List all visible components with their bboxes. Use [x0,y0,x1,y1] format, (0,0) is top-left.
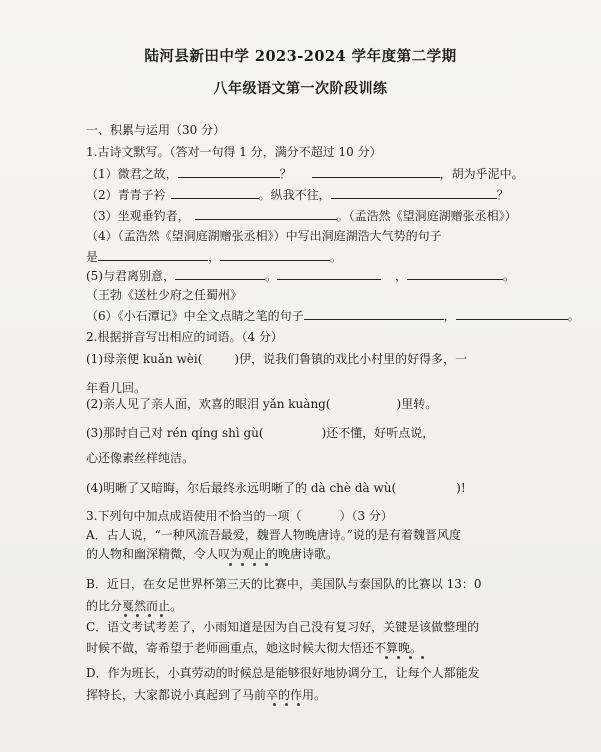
q2-stem: 2.根据拼音写出相应的词语。（4 分） [86,330,283,344]
q1-line-5: (5)与君离别意， 。 ， 。 [86,269,516,283]
q2-item-1-cont: 年看几回。 [86,381,147,395]
q3-option-d-cont: 挥特长，大家都说小真起到了马前卒的作用。 [86,688,327,702]
q2-item-3-cont: 心还像素丝样纯洁。 [86,451,195,465]
answer-blank[interactable] [312,166,440,178]
section-heading: 一、积累与运用（30 分） [86,123,226,137]
answer-blank[interactable] [407,268,503,280]
q3-option-b-cont: 的比分戛然而止。 [86,599,183,613]
q1-line-3: （3）坐观垂钓者， 。（孟浩然《望洞庭湖赠张丞相》） [86,209,517,223]
q2-item-4: (4)明晰了又暗晦，尔后最终永远明晰了的 dà chè dà wù( )! [86,481,466,495]
q1-line-2: （2）青青子衿 。纵我不往， ？ [86,188,509,202]
q2-item-3: (3)那时自己对 rén qíng shì gù( )还不懂，好听点说， [86,426,435,440]
answer-blank[interactable] [175,268,265,280]
q3-option-a: A．古人说，“一种风流吾最爱，魏晋人物晚唐诗。”说的是有着魏晋风度 [86,528,461,542]
q1-line-5-source: （王勃《送杜少府之任蜀州》 [86,288,243,302]
answer-blank[interactable] [220,249,330,261]
answer-blank[interactable] [304,308,444,320]
answer-blank[interactable] [277,268,381,280]
q1-line-6: （6）《小石潭记》中全文点睛之笔的句子 ， 。 [86,309,580,323]
answer-blank[interactable] [171,187,259,199]
q2-item-2: (2)亲人见了亲人面，欢喜的眼泪 yǎn kuàng( )里转。 [86,397,438,411]
q3-option-c: C．语文考试考差了，小雨知道是因为自己没有复习好，关键是该做整理的 [86,620,480,634]
answer-blank[interactable] [456,308,568,320]
answer-blank[interactable] [331,187,497,199]
q1-line-1: （1）微君之故， ？ ，胡为乎泥中。 [86,167,524,181]
answer-blank[interactable] [178,166,280,178]
q2-item-1: (1)母亲便 kuǎn wèi( )伊，说我们鲁镇的戏比小村里的好得多，一 [86,352,468,366]
q1-line-4-answer: 是 ， 。 [86,250,343,264]
q1-line-4: （4）（孟浩然《望洞庭湖赠张丞相》）中写出洞庭湖浩大气势的句子 [86,229,442,243]
exam-title: 陆河县新田中学 2023-2024 学年度第二学期 [144,48,457,65]
q3-stem: 3.下列句中加点成语使用不恰当的一项（ ）（3 分） [86,509,393,523]
answer-blank[interactable] [98,249,208,261]
q3-option-d: D．作为班长，小真劳动的时候总是能够很好地协调分工，让每个人都能发 [86,666,480,680]
exam-subtitle: 八年级语文第一次阶段训练 [213,81,388,97]
answer-blank[interactable] [195,208,337,220]
q3-option-b: B．近日，在女足世界杯第三天的比赛中，美国队与泰国队的比赛以 13：0 [86,577,482,591]
q1-stem: 1.古诗文默写。（答对一句得 1 分，满分不超过 10 分） [86,145,382,159]
q3-option-c-cont: 时候不做，寄希望于老师画重点，她这时候大彻大悟还不算晚。 [86,641,423,655]
q3-option-a-cont: 的人物和幽深精微，令人叹为观止的晚唐诗歌。 [86,547,339,561]
